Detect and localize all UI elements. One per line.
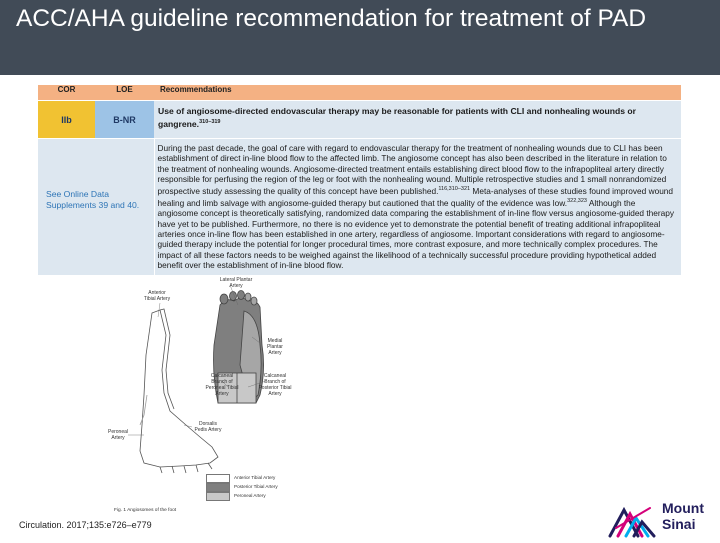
legend-swatch-peroneal: [206, 492, 230, 501]
label-peroneal: Peroneal Artery: [107, 429, 128, 441]
legend-label-peroneal: Peroneal Artery: [234, 493, 266, 498]
label-calcaneal-peroneal: Calcaneal Branch of Peroneal Tibial Artery: [205, 373, 239, 397]
label-calcaneal-posterior: Calcaneal Branch of Posterior Tibial Artery: [258, 373, 292, 397]
legend-swatch-anterior: [206, 474, 230, 483]
title-bar: [0, 0, 720, 75]
label-lateral-plantar: Lateral Plantar Artery: [219, 277, 253, 289]
legend-swatch-posterior: [206, 483, 230, 492]
recommendation-statement: Use of angiosome-directed endovascular therapy may be reasonable for patients with CLI and nonhealing wounds or gangrene.: [158, 106, 636, 129]
logo-mark-icon: [604, 498, 660, 538]
supporting-text-row: [38, 139, 681, 276]
supporting-text-part1: During the past decade, the goal of care with regard to endovascular therapy for the treatment of nonhealing wounds due to CLI has been establishment of direct in-line blood flow to the affected limb. The angiosome concept has also been described in the literature in relation to the treatment of nonhealing wounds. Angiosome-directed treatment entails establishing direct blood flow to the infrapopliteal artery directly responsible for perfusing the region of the leg or foot with the nonhealing wound. Multiple retrospective studies and 1 small nonrandomized prospective study assessing the quality of this concept have been published.: [157, 143, 667, 196]
cor-value: IIb: [38, 101, 95, 139]
supporting-text: [154, 139, 681, 276]
supplement-note: See Online Data Supplements 39 and 40.: [38, 139, 154, 276]
legend-label-posterior: Posterior Tibial Artery: [234, 484, 278, 489]
loe-header: LOE: [95, 85, 154, 101]
recommendations-header: Recommendations: [154, 85, 681, 101]
recommendation-refs: 310–319: [199, 118, 221, 125]
figure-caption: Fig. 1 Angiosomes of the foot: [114, 508, 177, 513]
logo-line-2: Sinai: [662, 516, 696, 532]
supporting-text-part3: Although the angiosome concept is theoretically satisfying, randomized data comparing the establishment of in-line flow versus angiosome-guided therapy have yet to be published. Furthermore, no there is no evidence yet to demonstrate the potential benefit of treating additional infrapopliteal arteries once in-line flow has been established in one artery, regardless of angiosome. Important considerations with regard to angiosome-guided therapy include the potential for longer procedural times, more contrast exposure, and more technically complex procedures. The impact of all these factors needs to be weighed against the likelihood of a technically successful procedure providing hypothetical added benefit over the establishment of in-line blood flow.: [157, 198, 675, 270]
cor-header: COR: [38, 85, 95, 101]
supporting-refs-1: 116,310–321: [438, 186, 471, 193]
recommendation-table: [38, 85, 681, 275]
label-medial-plantar: Medial Plantar Artery: [267, 338, 283, 356]
loe-value: B-NR: [95, 101, 154, 139]
table-header-row: [38, 85, 681, 101]
citation: Circulation. 2017;135:e726–e779: [19, 520, 152, 530]
mount-sinai-logo: [604, 498, 716, 538]
label-anterior-tibial: Anterior Tibial Artery: [143, 290, 171, 302]
angiosome-figure: [100, 275, 350, 515]
label-dorsalis-pedis: Dorsalis Pedis Artery: [194, 421, 222, 433]
supporting-text-part2: Meta-analyses of these studies found improved wound healing and limb salvage with angiosome-guided therapy but cautioned that the quality of the evidence was low.: [157, 185, 674, 209]
recommendation-row: [38, 101, 681, 139]
logo-wordmark: [662, 500, 704, 532]
recommendation-text: [154, 101, 681, 139]
legend-label-anterior: Anterior Tibial Artery: [234, 475, 276, 480]
logo-line-1: Mount: [662, 500, 704, 516]
slide-title: ACC/AHA guideline recommendation for treatment of PAD: [16, 5, 647, 32]
supporting-refs-2: 322,323: [567, 198, 587, 205]
